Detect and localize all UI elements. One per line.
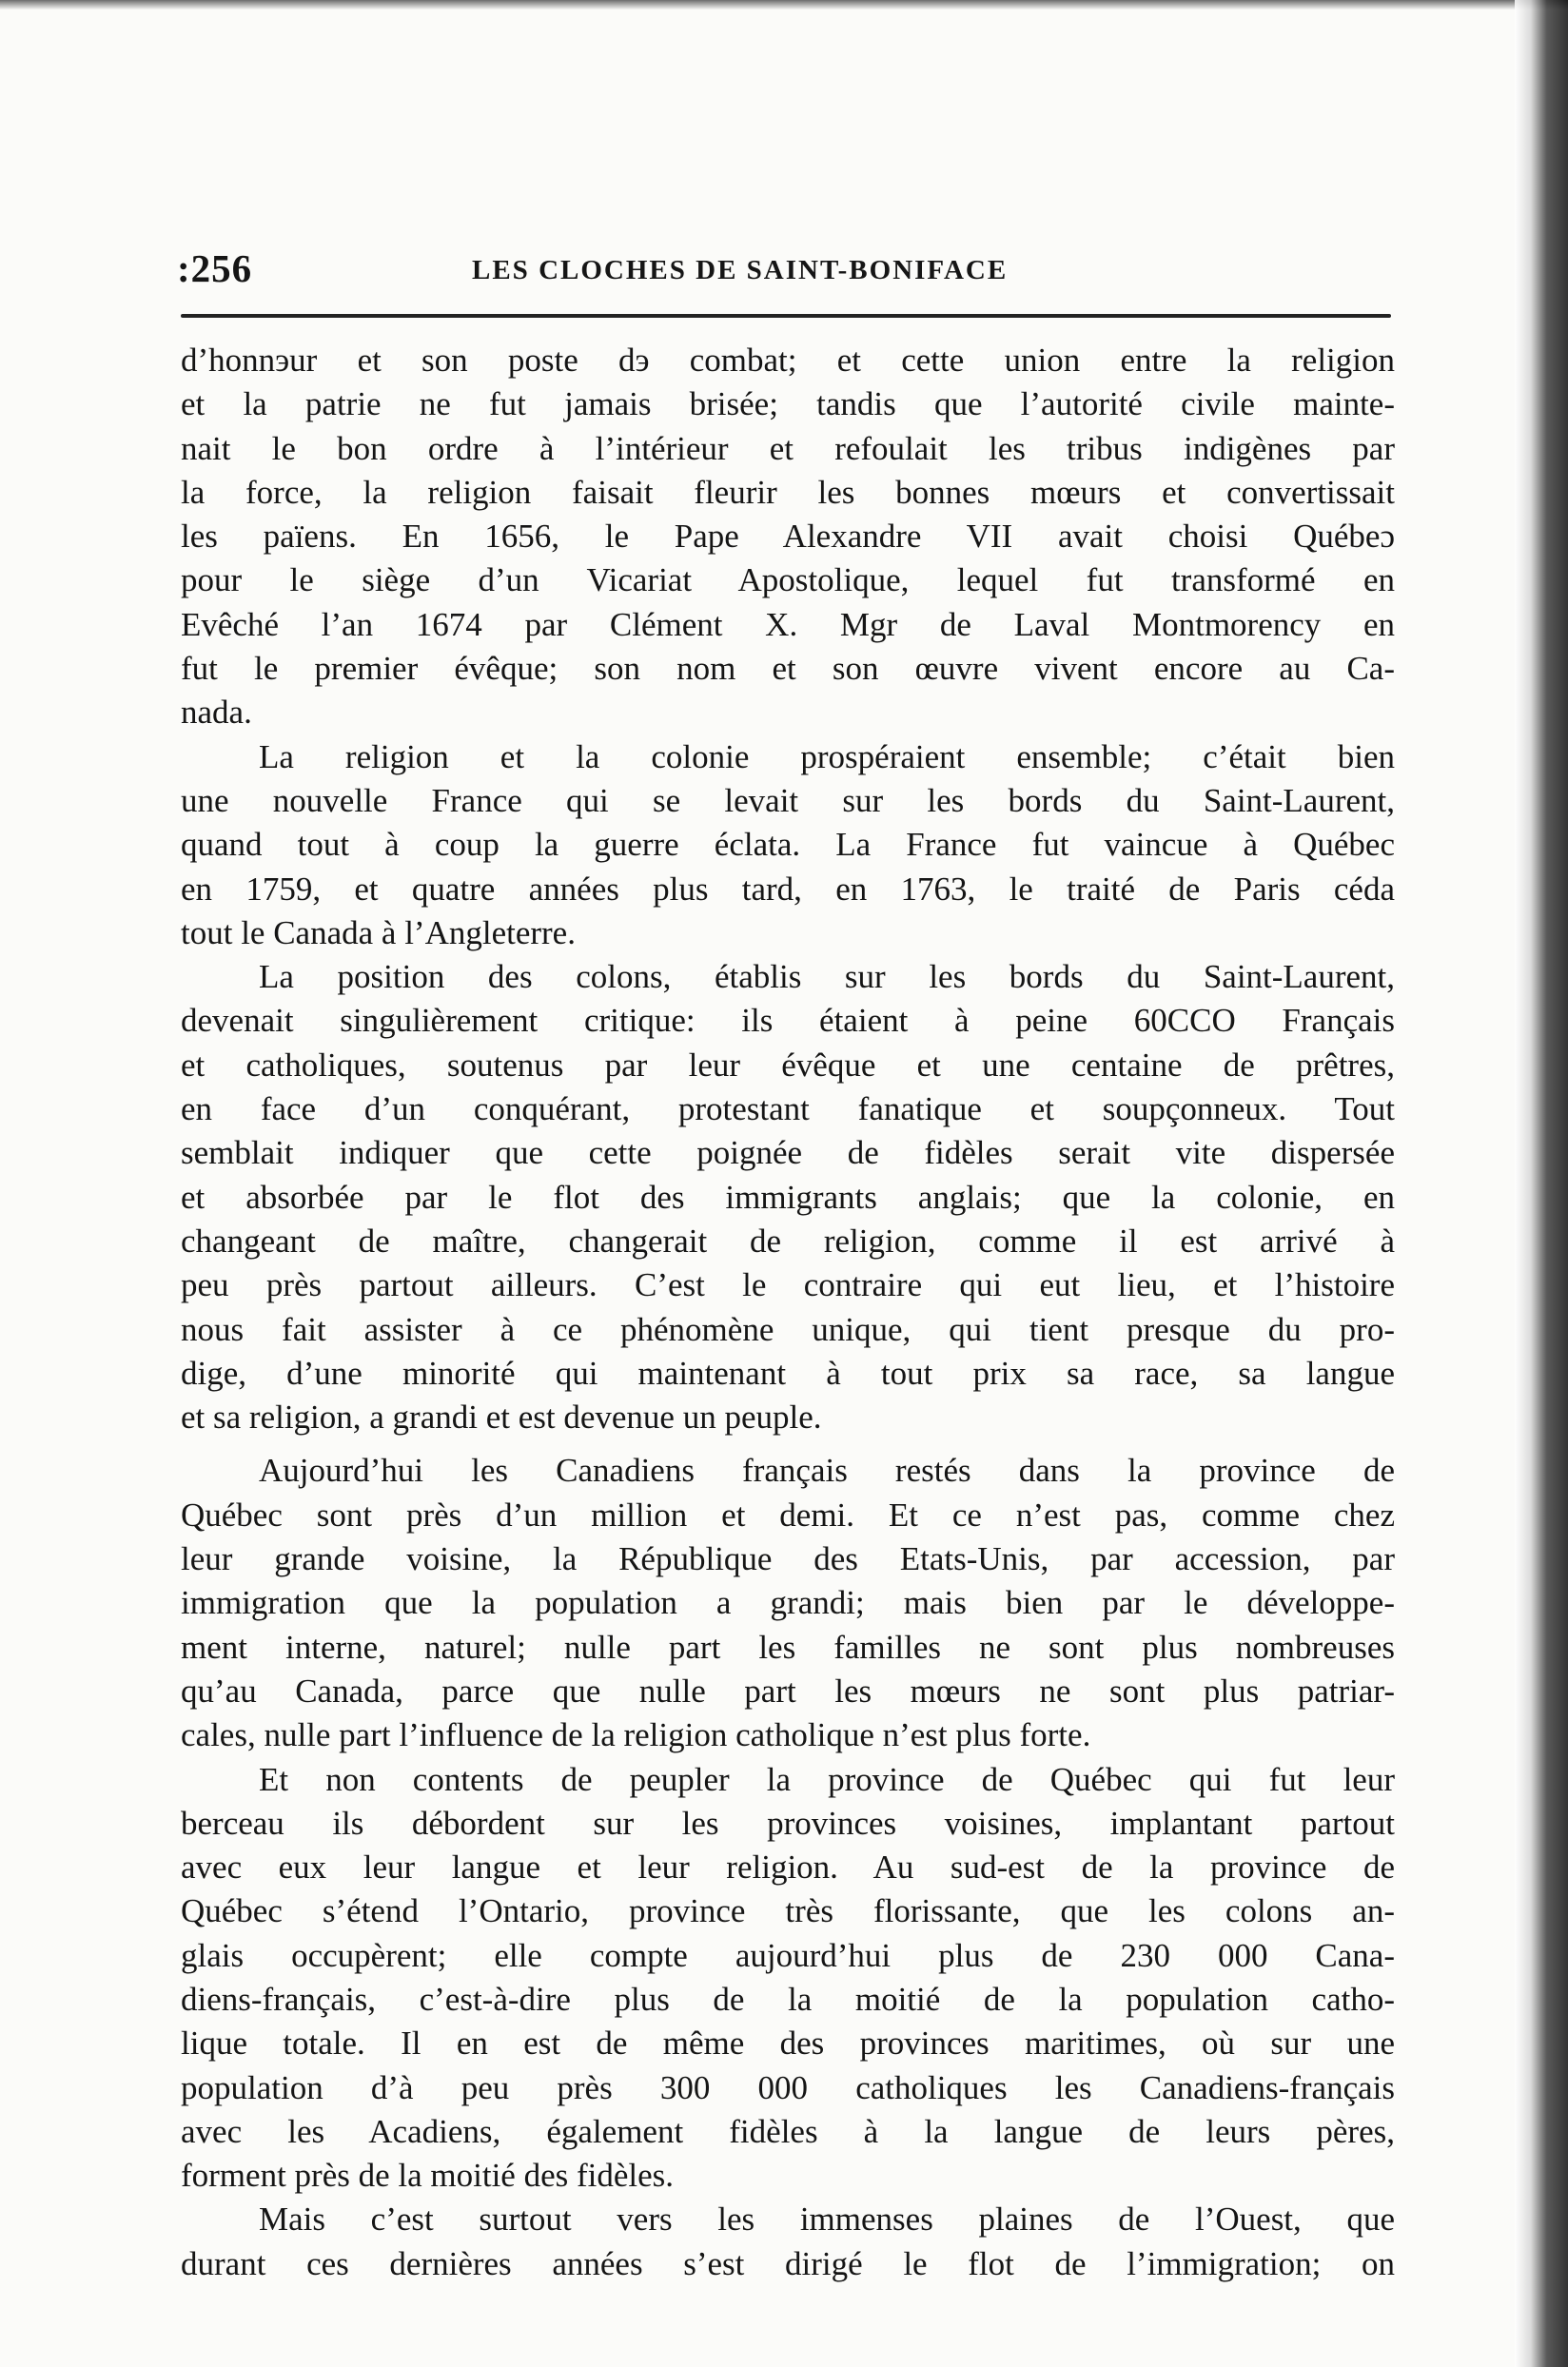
- text-line: d’honnэur et son poste dэ combat; et cette union entre la religion: [181, 342, 1395, 379]
- text-line: et catholiques, soutenus par leur évêque et une centaine de prêtres,: [181, 1046, 1395, 1084]
- paragraph: [181, 339, 1395, 735]
- paragraph: [181, 735, 1395, 955]
- running-title: LES CLOCHES DE SAINT-BONIFACE: [472, 255, 1009, 285]
- paragraph: [181, 955, 1395, 1439]
- text-line: nada.: [181, 694, 252, 732]
- paragraph: [181, 1758, 1395, 2199]
- text-line: Aujourd’hui les Canadiens français restés dans la province de: [259, 1452, 1395, 1490]
- text-line: en 1759, et quatre années plus tard, en 1763, le traité de Paris céda: [181, 870, 1395, 908]
- scan-binding-edge: [1515, 0, 1568, 2367]
- text-line: diens-français, c’est-à-dire plus de la moitié de la population catho-: [181, 1980, 1395, 2018]
- text-line: les païens. En 1656, le Pape Alexandre VII avait choisi Québeɔ: [181, 518, 1395, 556]
- text-line: Québec s’étend l’Ontario, province très florissante, que les colons an-: [181, 1892, 1395, 1930]
- text-line: La religion et la colonie prospéraient ensemble; c’était bien: [259, 737, 1395, 775]
- text-line: pour le siège d’un Vicariat Apostolique, lequel fut transformé en: [181, 561, 1395, 599]
- text-line: Québec sont près d’un million et demi. Et ce n’est pas, comme chez: [181, 1496, 1395, 1534]
- text-line: Et non contents de peupler la province de Québec qui fut leur: [259, 1760, 1395, 1798]
- text-line: fut le premier évêque; son nom et son œuvre vivent encore au Ca-: [181, 650, 1395, 688]
- text-line: Mais c’est surtout vers les immenses plaines de l’Ouest, que: [259, 2201, 1395, 2239]
- text-line: leur grande voisine, la République des Etats-Unis, par accession, par: [181, 1540, 1395, 1578]
- text-line: forment près de la moitié des fidèles.: [181, 2157, 675, 2195]
- text-line: berceau ils débordent sur les provinces voisines, implantant partout: [181, 1804, 1395, 1842]
- text-line: et absorbée par le flot des immigrants anglais; que la colonie, en: [181, 1178, 1395, 1216]
- page-header: [171, 245, 1399, 293]
- text-line: et sa religion, a grandi et est devenue un peuple.: [181, 1399, 822, 1437]
- text-line: immigration que la population a grandi; mais bien par le développe-: [181, 1584, 1395, 1622]
- text-line: glais occupèrent; elle compte aujourd’hui plus de 230 000 Cana-: [181, 1936, 1395, 1974]
- text-line: nous fait assister à ce phénomène unique, qui tient presque du pro-: [181, 1310, 1395, 1348]
- text-line: quand tout à coup la guerre éclata. La France fut vaincue à Québec: [181, 826, 1395, 864]
- text-line: peu près partout ailleurs. C’est le contraire qui eut lieu, et l’histoire: [181, 1266, 1395, 1304]
- text-line: changeant de maître, changerait de religion, comme il est arrivé à: [181, 1222, 1395, 1260]
- paragraph: [181, 2198, 1395, 2286]
- text-line: lique totale. Il en est de même des provinces maritimes, où sur une: [181, 2025, 1395, 2063]
- text-line: durant ces dernières années s’est dirigé le flot de l’immigration; on: [181, 2244, 1395, 2282]
- header-rule: [181, 314, 1391, 318]
- page-number: :256: [177, 246, 253, 290]
- text-line: devenait singulièrement critique: ils étaient à peine 60CCO Français: [181, 1002, 1395, 1040]
- text-line: semblait indiquer que cette poignée de fidèles serait vite dispersée: [181, 1134, 1395, 1172]
- paragraph: [181, 1449, 1395, 1757]
- text-line: population d’à peu près 300 000 catholiques les Canadiens-français: [181, 2068, 1395, 2106]
- scan-top-edge: [0, 0, 1568, 10]
- text-line: la force, la religion faisait fleurir les bonnes mœurs et convertissait: [181, 473, 1395, 511]
- text-line: La position des colons, établis sur les bords du Saint-Laurent,: [259, 958, 1395, 996]
- text-line: en face d’un conquérant, protestant fanatique et soupçonneux. Tout: [181, 1090, 1395, 1128]
- text-line: ment interne, naturel; nulle part les familles ne sont plus nombreuses: [181, 1628, 1395, 1666]
- text-line: avec les Acadiens, également fidèles à la langue de leurs pères,: [181, 2112, 1395, 2150]
- text-line: Evêché l’an 1674 par Clément X. Mgr de Laval Montmorency en: [181, 605, 1395, 643]
- text-line: qu’au Canada, parce que nulle part les mœurs ne sont plus patriar-: [181, 1672, 1395, 1710]
- body-text: [181, 339, 1395, 2286]
- text-line: dige, d’une minorité qui maintenant à tout prix sa race, sa langue: [181, 1354, 1395, 1392]
- text-line: et la patrie ne fut jamais brisée; tandis que l’autorité civile mainte-: [181, 385, 1395, 423]
- text-line: avec eux leur langue et leur religion. Au sud-est de la province de: [181, 1849, 1395, 1887]
- paragraph-gap: [181, 1439, 1395, 1449]
- text-line: nait le bon ordre à l’intérieur et refoulait les tribus indigènes par: [181, 429, 1395, 467]
- text-line: cales, nulle part l’influence de la religion catholique n’est plus forte.: [181, 1716, 1091, 1754]
- text-line: une nouvelle France qui se levait sur les bords du Saint-Laurent,: [181, 781, 1395, 819]
- text-line: tout le Canada à l’Angleterre.: [181, 913, 576, 951]
